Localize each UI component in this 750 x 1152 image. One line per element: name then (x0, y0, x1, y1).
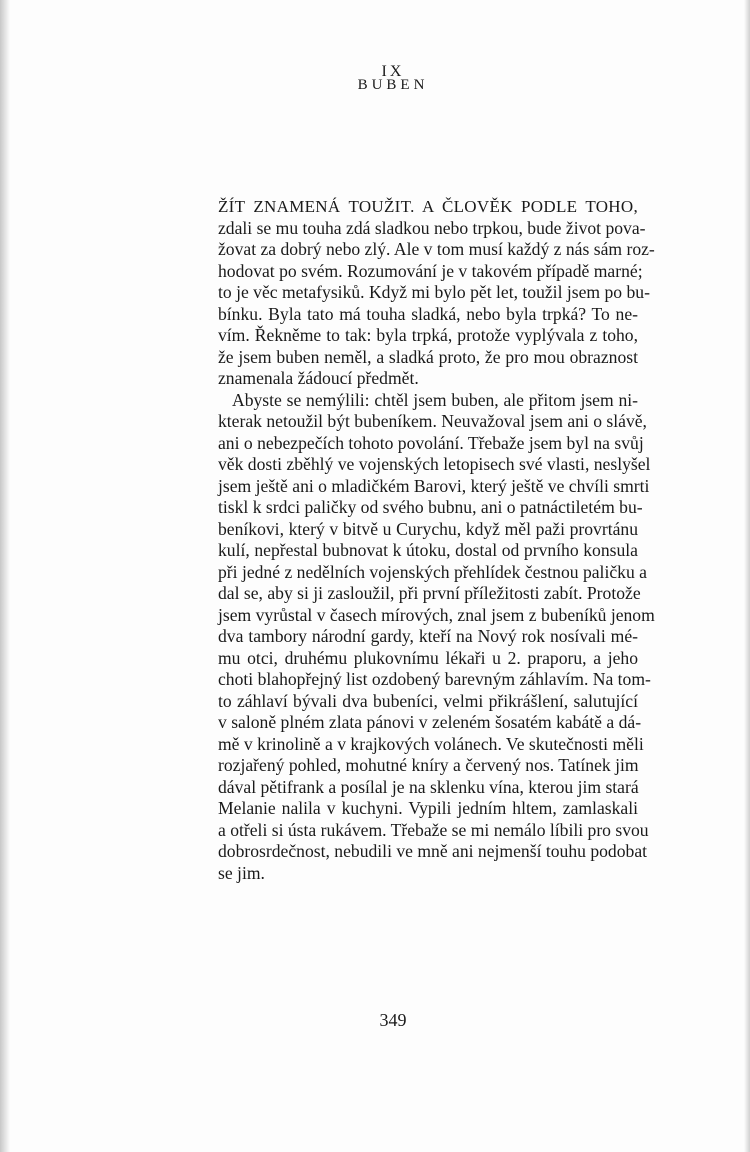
text-line: se jim. (218, 862, 265, 883)
text-line: dal se, aby si ji zasloužil, při první příležitosti zabít. Protože (218, 583, 641, 603)
text-line: tiskl k srdci paličky od svého bubnu, ani o patnáctiletém bu- (218, 497, 643, 517)
text-line: bínku. Byla tato má touha sladká, nebo byla trpká? To ne- (218, 303, 638, 324)
chapter-number: IX (381, 63, 405, 80)
text-line: a otřeli si ústa rukávem. Třebaže se mi nemálo líbili pro svou (218, 819, 649, 840)
text-line: ani o nebezpečích tohoto povolání. Třebaže jsem byl na svůj (218, 432, 644, 453)
text-line: kterak netoužil být bubeníkem. Neuvažoval jsem ani o slávě, (218, 411, 647, 431)
opening-line: ŽÍT ZNAMENÁ TOUŽIT. A ČLOVĚK PODLE TOHO, (218, 197, 638, 216)
text-line: choti blahopřejný list ozdobený barevným záhlavím. Na tom- (218, 669, 651, 689)
text-line: Melanie nalila v kuchyni. Vypili jedním hltem, zamlaskali (218, 798, 638, 818)
text-line: mě v krinolině a v krajkových volánech. Ve skutečnosti měli (218, 733, 644, 754)
text-line: jsem ještě ani o mladičkém Barovi, který ještě ve chvíli smrti (218, 475, 650, 496)
text-line: při jedné z nedělních vojenských přehlídek čestnou paličku a (218, 561, 647, 582)
text-line: znamenala žádoucí předmět. (218, 368, 419, 388)
text-line: žovat za dobrý nebo zlý. Ale v tom musí každý z nás sám roz- (218, 239, 655, 259)
text-line: rozjařený pohled, mohutné kníry a červený nos. Tatínek jim (218, 755, 639, 775)
text-line: věk dosti zběhlý ve vojenských letopisech své vlasti, neslyšel (218, 454, 651, 474)
text-line: dobrosrdečnost, nebudili ve mně ani nejmenší touhu podobat (218, 841, 648, 861)
text-line: to záhlaví bývali dva bubeníci, velmi přikrášlení, salutující (218, 690, 638, 711)
scan-edge-left (0, 0, 10, 1152)
text-line: kulí, nepřestal bubnovat k útoku, dostal od prvního konsula (218, 540, 638, 560)
text-line: hodovat po svém. Rozumování je v takovém případě marné; (218, 260, 643, 281)
text-line: beníkovi, který v bitvě u Curychu, když měl paži provrtánu (218, 518, 638, 539)
text-line: Abyste se nemýlili: chtěl jsem buben, ale přitom jsem ni- (232, 389, 638, 410)
chapter-title: BUBEN (357, 77, 429, 93)
text-line: to je věc metafysiků. Když mi bylo pět let, toužil jsem po bu- (218, 282, 650, 302)
text-line: zdali se mu touha zdá sladkou nebo trpkou, bude život pova- (218, 217, 646, 238)
text-line: jsem vyrůstal v časech mírových, znal jsem z bubeníků jenom (218, 604, 655, 625)
body-text (218, 196, 655, 884)
text-line: vím. Řekněme to tak: byla trpká, protože vyplývala z toho, (218, 325, 638, 345)
text-line: dával pětifrank a posílal je na sklenku vína, kterou jim stará (218, 776, 639, 797)
text-line: že jsem buben neměl, a sladká proto, že pro mou obraznost (218, 346, 638, 367)
scan-edge-right (744, 0, 750, 1152)
text-line: mu otci, druhému plukovnímu lékaři u 2. praporu, a jeho (218, 647, 638, 668)
text-line: dva tambory národní gardy, kteří na Nový rok nosívali mé- (218, 626, 638, 646)
page-number: 349 (379, 1010, 407, 1030)
text-line: v saloně plném zlata pánovi v zeleném šosatém kabátě a dá- (218, 712, 642, 732)
